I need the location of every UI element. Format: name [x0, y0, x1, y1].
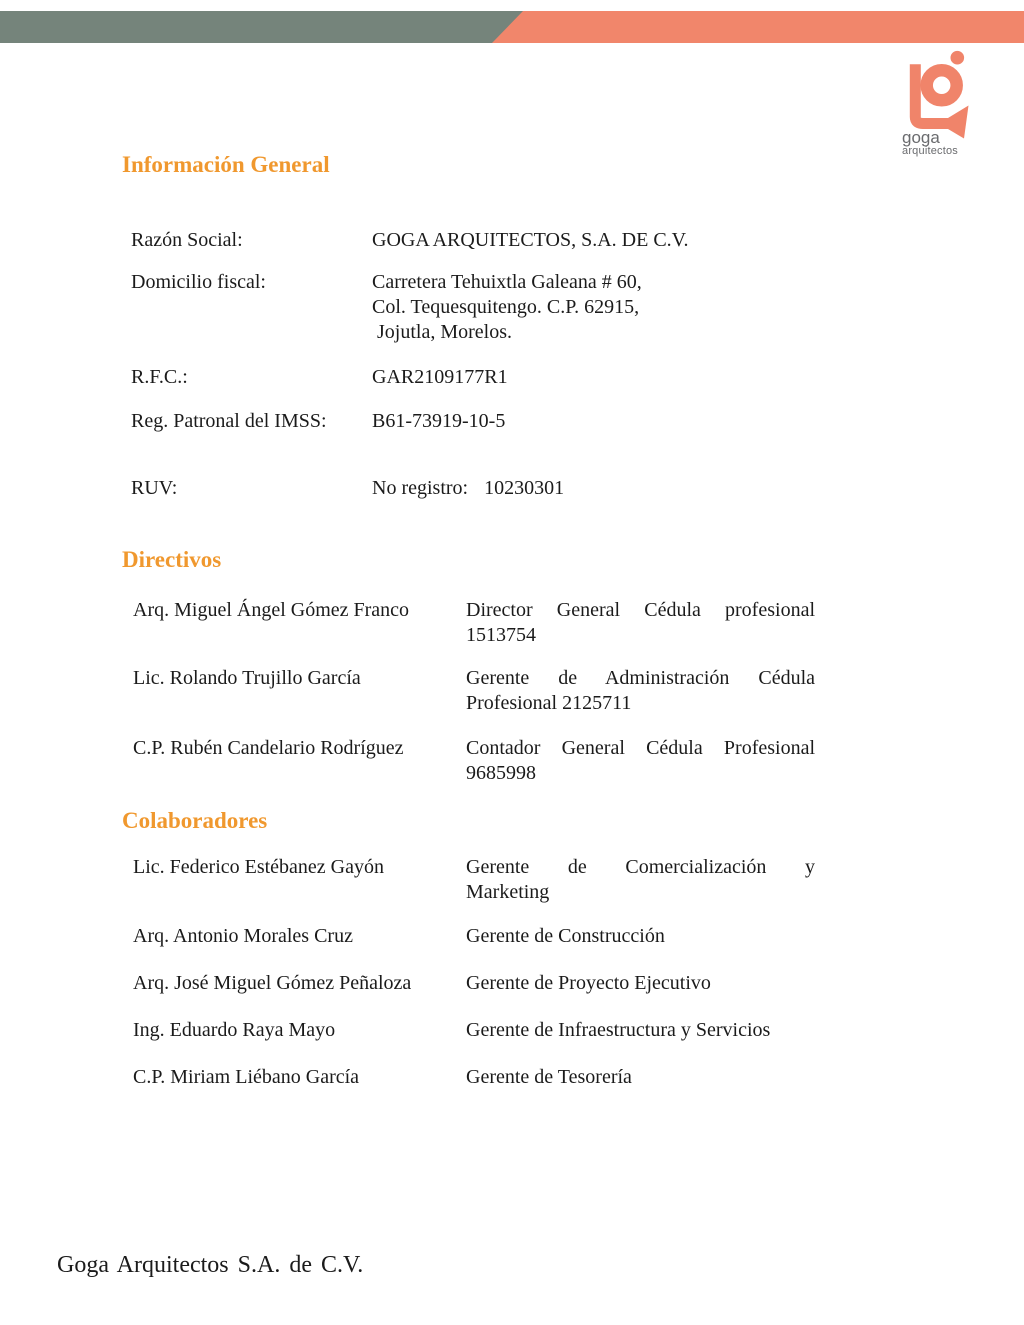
- role-line-2: 9685998: [466, 762, 536, 784]
- role-line-1: Gerente de Tesorería: [466, 1066, 632, 1088]
- role-line-2: Profesional 2125711: [466, 692, 632, 714]
- ruv-registro-number: 10230301: [484, 477, 565, 499]
- field-label-razon-social: Razón Social:: [131, 229, 243, 251]
- person-role: [466, 1065, 815, 1090]
- address-line-2: Col. Tequesquitengo. C.P. 62915,: [372, 296, 640, 318]
- person-role: [466, 971, 815, 996]
- ruv-registro-prefix: No registro:: [372, 477, 469, 499]
- person-name: Ing. Eduardo Raya Mayo: [133, 1019, 336, 1041]
- person-role: [466, 598, 815, 648]
- person-role: [466, 1018, 815, 1043]
- role-line-1: Gerente de Proyecto Ejecutivo: [466, 972, 711, 994]
- field-value-razon-social: GOGA ARQUITECTOS, S.A. DE C.V.: [372, 229, 689, 251]
- header-banner: [0, 11, 1024, 43]
- person-role: [466, 666, 815, 716]
- section-title-directivos: Directivos: [122, 547, 222, 572]
- field-value-imss: B61-73919-10-5: [372, 410, 506, 432]
- person-name: Arq. José Miguel Gómez Peñaloza: [133, 972, 412, 994]
- person-name: Arq. Antonio Morales Cruz: [133, 925, 353, 947]
- role-line-1: Gerente de Construcción: [466, 925, 665, 947]
- address-line-1: Carretera Tehuixtla Galeana # 60,: [372, 271, 642, 293]
- section-title-informacion-general: Información General: [122, 152, 330, 177]
- role-line-2: 1513754: [466, 624, 536, 646]
- person-name: Lic. Rolando Trujillo García: [133, 667, 361, 689]
- address-line-3: Jojutla, Morelos.: [377, 321, 512, 343]
- person-name: Lic. Federico Estébanez Gayón: [133, 856, 385, 878]
- section-title-colaboradores: Colaboradores: [122, 808, 268, 833]
- person-role: [466, 736, 815, 786]
- role-line-1: Contador General Cédula Profesional: [466, 737, 815, 759]
- field-value-ruv: [372, 476, 564, 501]
- banner-coral-stripe: [492, 11, 1024, 43]
- role-line-1: Director General Cédula profesional: [466, 599, 815, 621]
- person-name: Arq. Miguel Ángel Gómez Franco: [133, 599, 410, 621]
- person-role: [466, 855, 815, 905]
- logo-subtitle: arquitectos: [902, 145, 959, 157]
- field-label-imss: Reg. Patronal del IMSS:: [131, 410, 327, 432]
- person-name: C.P. Rubén Candelario Rodríguez: [133, 737, 404, 759]
- field-value-domicilio-fiscal: [372, 270, 792, 345]
- person-name: C.P. Miriam Liébano García: [133, 1066, 360, 1088]
- logo-wordmark: goga: [902, 128, 940, 147]
- person-role: [466, 924, 815, 949]
- field-label-ruv: RUV:: [131, 477, 178, 499]
- field-label-rfc: R.F.C.:: [131, 366, 188, 388]
- field-value-rfc: GAR2109177R1: [372, 366, 508, 388]
- footer-company-name: Goga Arquitectos S.A. de C.V.: [57, 1252, 364, 1278]
- role-line-1: Gerente de Administración Cédula: [466, 667, 815, 689]
- field-label-domicilio-fiscal: Domicilio fiscal:: [131, 271, 266, 293]
- role-line-1: Gerente de Comercialización y: [466, 856, 815, 878]
- role-line-2: Marketing: [466, 881, 550, 903]
- role-line-1: Gerente de Infraestructura y Servicios: [466, 1019, 771, 1041]
